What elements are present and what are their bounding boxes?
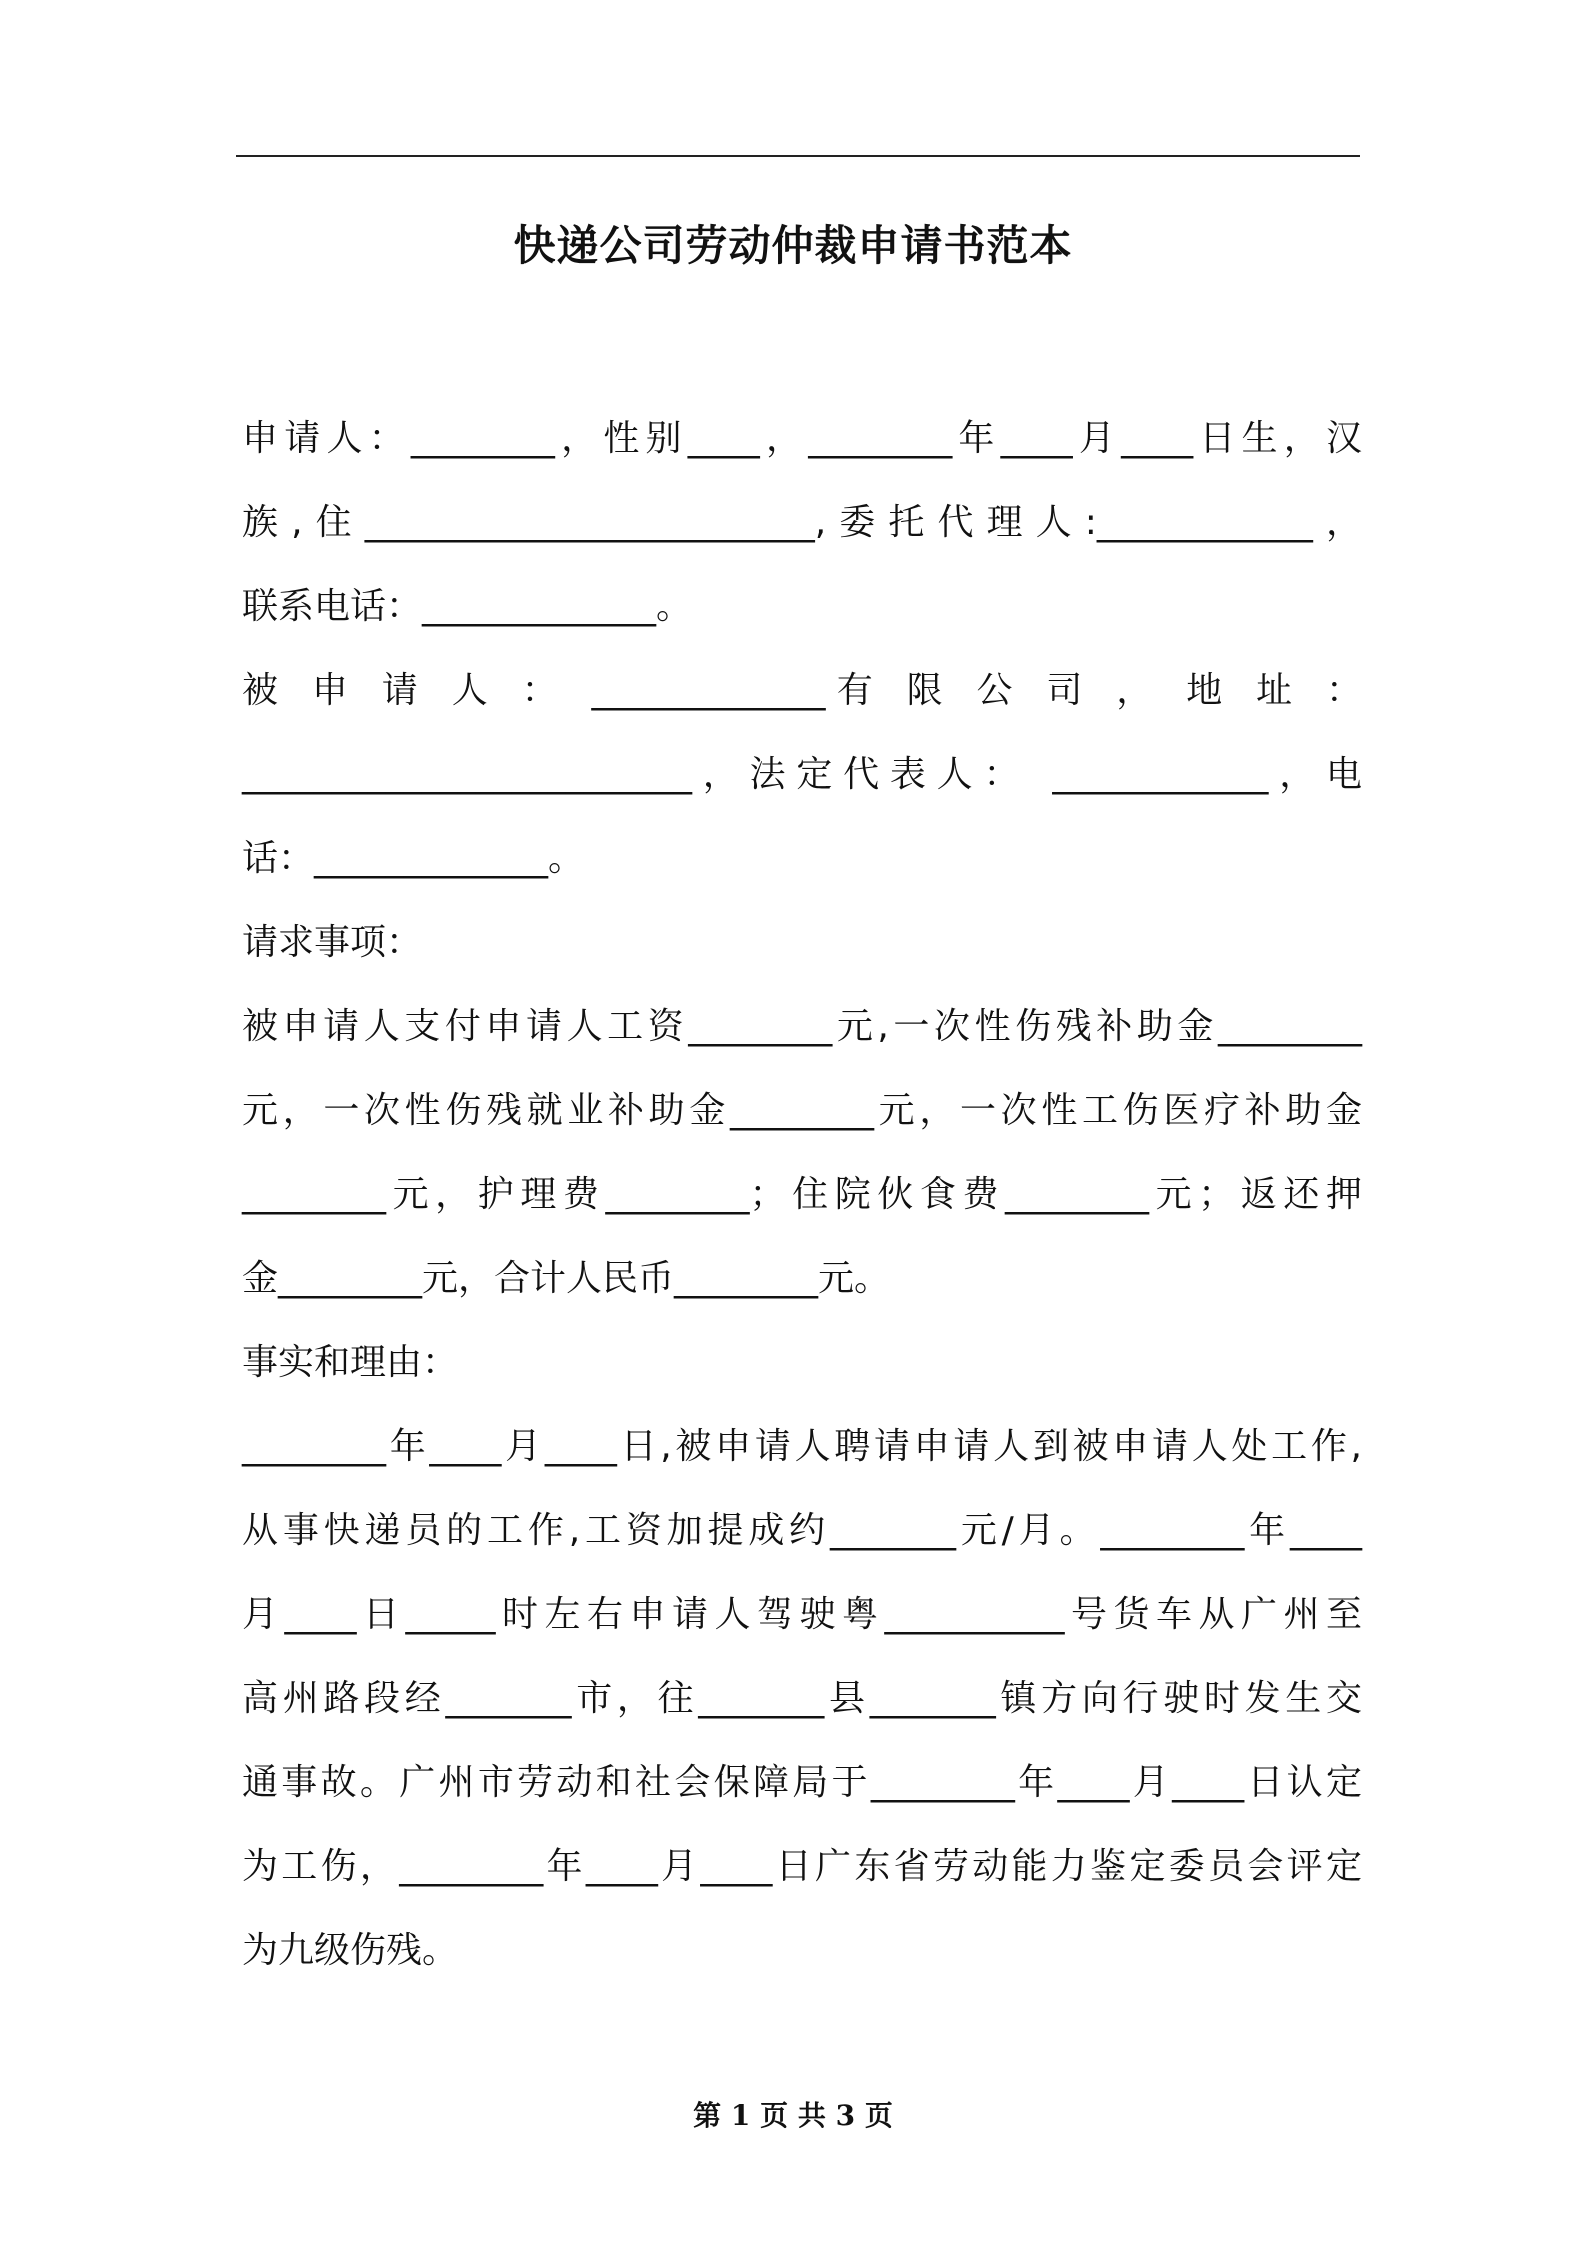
body-line: 为九级伤残。 [242,1930,459,1971]
body-line: ________元，护理费________；住院伙食费________元；返还押 [242,1174,1362,1215]
page-number: 第 1 页 共 3 页 [693,2099,893,2132]
body-line: 元，一次性伤残就业补助金________元，一次性工伤医疗补助金 [242,1090,1362,1131]
header-rule [236,155,1360,157]
body-line: _________________________，法定代表人： ____________，电 [242,754,1362,795]
body-line: 被申请人支付申请人工资________元,一次性伤残补助金________ [242,1006,1362,1047]
body-line: 联系电话：_____________。 [242,586,693,627]
document-body [242,397,1362,1993]
document-title: 快递公司劳动仲裁申请书范本 [513,221,1073,270]
body-line: 被 申 请 人 ： _____________有 限 公 司 ， 地 址 ： [242,670,1362,711]
body-line: 族,住_________________________,委托代理人:____________， [242,502,1362,543]
body-line: 通事故。广州市劳动和社会保障局于________年____月____日认定 [242,1762,1362,1803]
body-line: 为工伤，________年____月____日广东省劳动能力鉴定委员会评定 [242,1846,1362,1887]
section-heading-facts: 事实和理由： [242,1342,459,1383]
section-heading-requests: 请求事项： [242,922,423,963]
body-line: 金________元，合计人民币________元。 [242,1258,891,1299]
body-line: 申请人：________，性别____，________年____月____日生，汉 [242,418,1362,459]
body-line: ________年____月____日,被申请人聘请申请人到被申请人处工作, [242,1426,1362,1467]
body-line: 高州路段经_______市，往_______县_______镇方向行驶时发生交 [242,1678,1362,1719]
body-line: 从事快递员的工作,工资加提成约_______元/月。________年____ [242,1510,1362,1551]
body-line: 月____日_____时左右申请人驾驶粤__________号货车从广州至 [242,1594,1362,1635]
body-line: 话：_____________。 [242,838,585,879]
